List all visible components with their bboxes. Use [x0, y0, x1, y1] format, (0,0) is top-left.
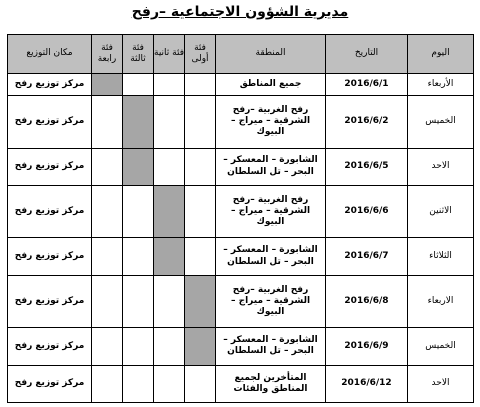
cell-category-3 [123, 74, 154, 96]
cell-place: مركز توزيع رفح [8, 148, 92, 185]
cell-date: 2016/6/6 [326, 185, 408, 238]
cell-category-2 [154, 185, 185, 238]
cell-category-4 [92, 328, 123, 365]
cell-category-4 [92, 74, 123, 96]
cell-place: مركز توزيع رفح [8, 74, 92, 96]
area-text: الشابورة – المعسكر – البحر – تل السلطان [223, 155, 318, 177]
distribution-schedule-table [7, 34, 474, 403]
cell-place: مركز توزيع رفح [8, 328, 92, 365]
cell-day: الاحد [408, 365, 474, 402]
cell-category-3 [123, 328, 154, 365]
area-text: المتأخرين لجميع المناطق والفئات [233, 372, 308, 394]
cell-category-3 [123, 148, 154, 185]
cell-category-1 [185, 328, 216, 365]
header-category-3: فئة ثالثة [123, 35, 154, 74]
cell-place: مركز توزيع رفح [8, 96, 92, 149]
cell-category-2 [154, 148, 185, 185]
cell-area [216, 74, 326, 96]
table-header-row [8, 35, 474, 74]
cell-category-2 [154, 275, 185, 328]
cell-area [216, 185, 326, 238]
cell-category-2 [154, 74, 185, 96]
table-row [8, 365, 474, 402]
cell-category-4 [92, 238, 123, 275]
page-title: مديرية الشؤون الاجتماعية –رفح [131, 4, 349, 20]
cell-date: 2016/6/9 [326, 328, 408, 365]
cell-day: الاربعاء [408, 275, 474, 328]
cell-area [216, 238, 326, 275]
cell-category-1 [185, 275, 216, 328]
header-category-1: فئة أولى [185, 35, 216, 74]
cell-day: الخميس [408, 96, 474, 149]
area-text: رفح الغربية –رفح الشرقية – ميراج –البيوك [230, 284, 311, 318]
cell-category-4 [92, 96, 123, 149]
cell-category-3 [123, 275, 154, 328]
cell-category-2 [154, 238, 185, 275]
header-date: التاريخ [326, 35, 408, 74]
cell-category-1 [185, 365, 216, 402]
table-row [8, 148, 474, 185]
cell-day: الأربعاء [408, 74, 474, 96]
cell-category-1 [185, 96, 216, 149]
cell-day: الاثنين [408, 185, 474, 238]
table-row [8, 275, 474, 328]
cell-category-2 [154, 365, 185, 402]
cell-category-3 [123, 365, 154, 402]
cell-date: 2016/6/1 [326, 74, 408, 96]
cell-date: 2016/6/7 [326, 238, 408, 275]
cell-category-4 [92, 275, 123, 328]
cell-place: مركز توزيع رفح [8, 365, 92, 402]
header-category-4: فئة رابعة [92, 35, 123, 74]
cell-date: 2016/6/2 [326, 96, 408, 149]
cell-area [216, 275, 326, 328]
cell-area [216, 365, 326, 402]
cell-area [216, 96, 326, 149]
cell-day: الخميس [408, 328, 474, 365]
area-text: الشابورة – المعسكر – البحر – تل السلطان [223, 335, 318, 357]
table-row [8, 238, 474, 275]
cell-category-3 [123, 96, 154, 149]
cell-area [216, 328, 326, 365]
cell-place: مركز توزيع رفح [8, 275, 92, 328]
table-row [8, 96, 474, 149]
cell-category-1 [185, 74, 216, 96]
cell-category-4 [92, 365, 123, 402]
cell-category-3 [123, 185, 154, 238]
cell-date: 2016/6/5 [326, 148, 408, 185]
cell-place: مركز توزيع رفح [8, 185, 92, 238]
cell-category-4 [92, 148, 123, 185]
header-place: مكان التوزيع [8, 35, 92, 74]
cell-category-2 [154, 96, 185, 149]
header-day: اليوم [408, 35, 474, 74]
table-row [8, 185, 474, 238]
cell-place: مركز توزيع رفح [8, 238, 92, 275]
cell-category-2 [154, 328, 185, 365]
area-text: رفح الغربية –رفح الشرقية – ميراج –البيوك [230, 194, 311, 228]
table-row [8, 74, 474, 96]
cell-category-3 [123, 238, 154, 275]
cell-category-4 [92, 185, 123, 238]
table-row [8, 328, 474, 365]
cell-day: الاحد [408, 148, 474, 185]
cell-date: 2016/6/8 [326, 275, 408, 328]
cell-date: 2016/6/12 [326, 365, 408, 402]
cell-day: الثلاثاء [408, 238, 474, 275]
cell-category-1 [185, 238, 216, 275]
cell-category-1 [185, 148, 216, 185]
area-text: جميع المناطق [239, 78, 302, 89]
cell-category-1 [185, 185, 216, 238]
cell-area [216, 148, 326, 185]
area-text: الشابورة – المعسكر – البحر – تل السلطان [223, 245, 318, 267]
header-area: المنطقة [216, 35, 326, 74]
header-category-2: فئة ثانية [154, 35, 185, 74]
area-text: رفح الغربية –رفح الشرقية – ميراج –البيوك [230, 104, 311, 138]
